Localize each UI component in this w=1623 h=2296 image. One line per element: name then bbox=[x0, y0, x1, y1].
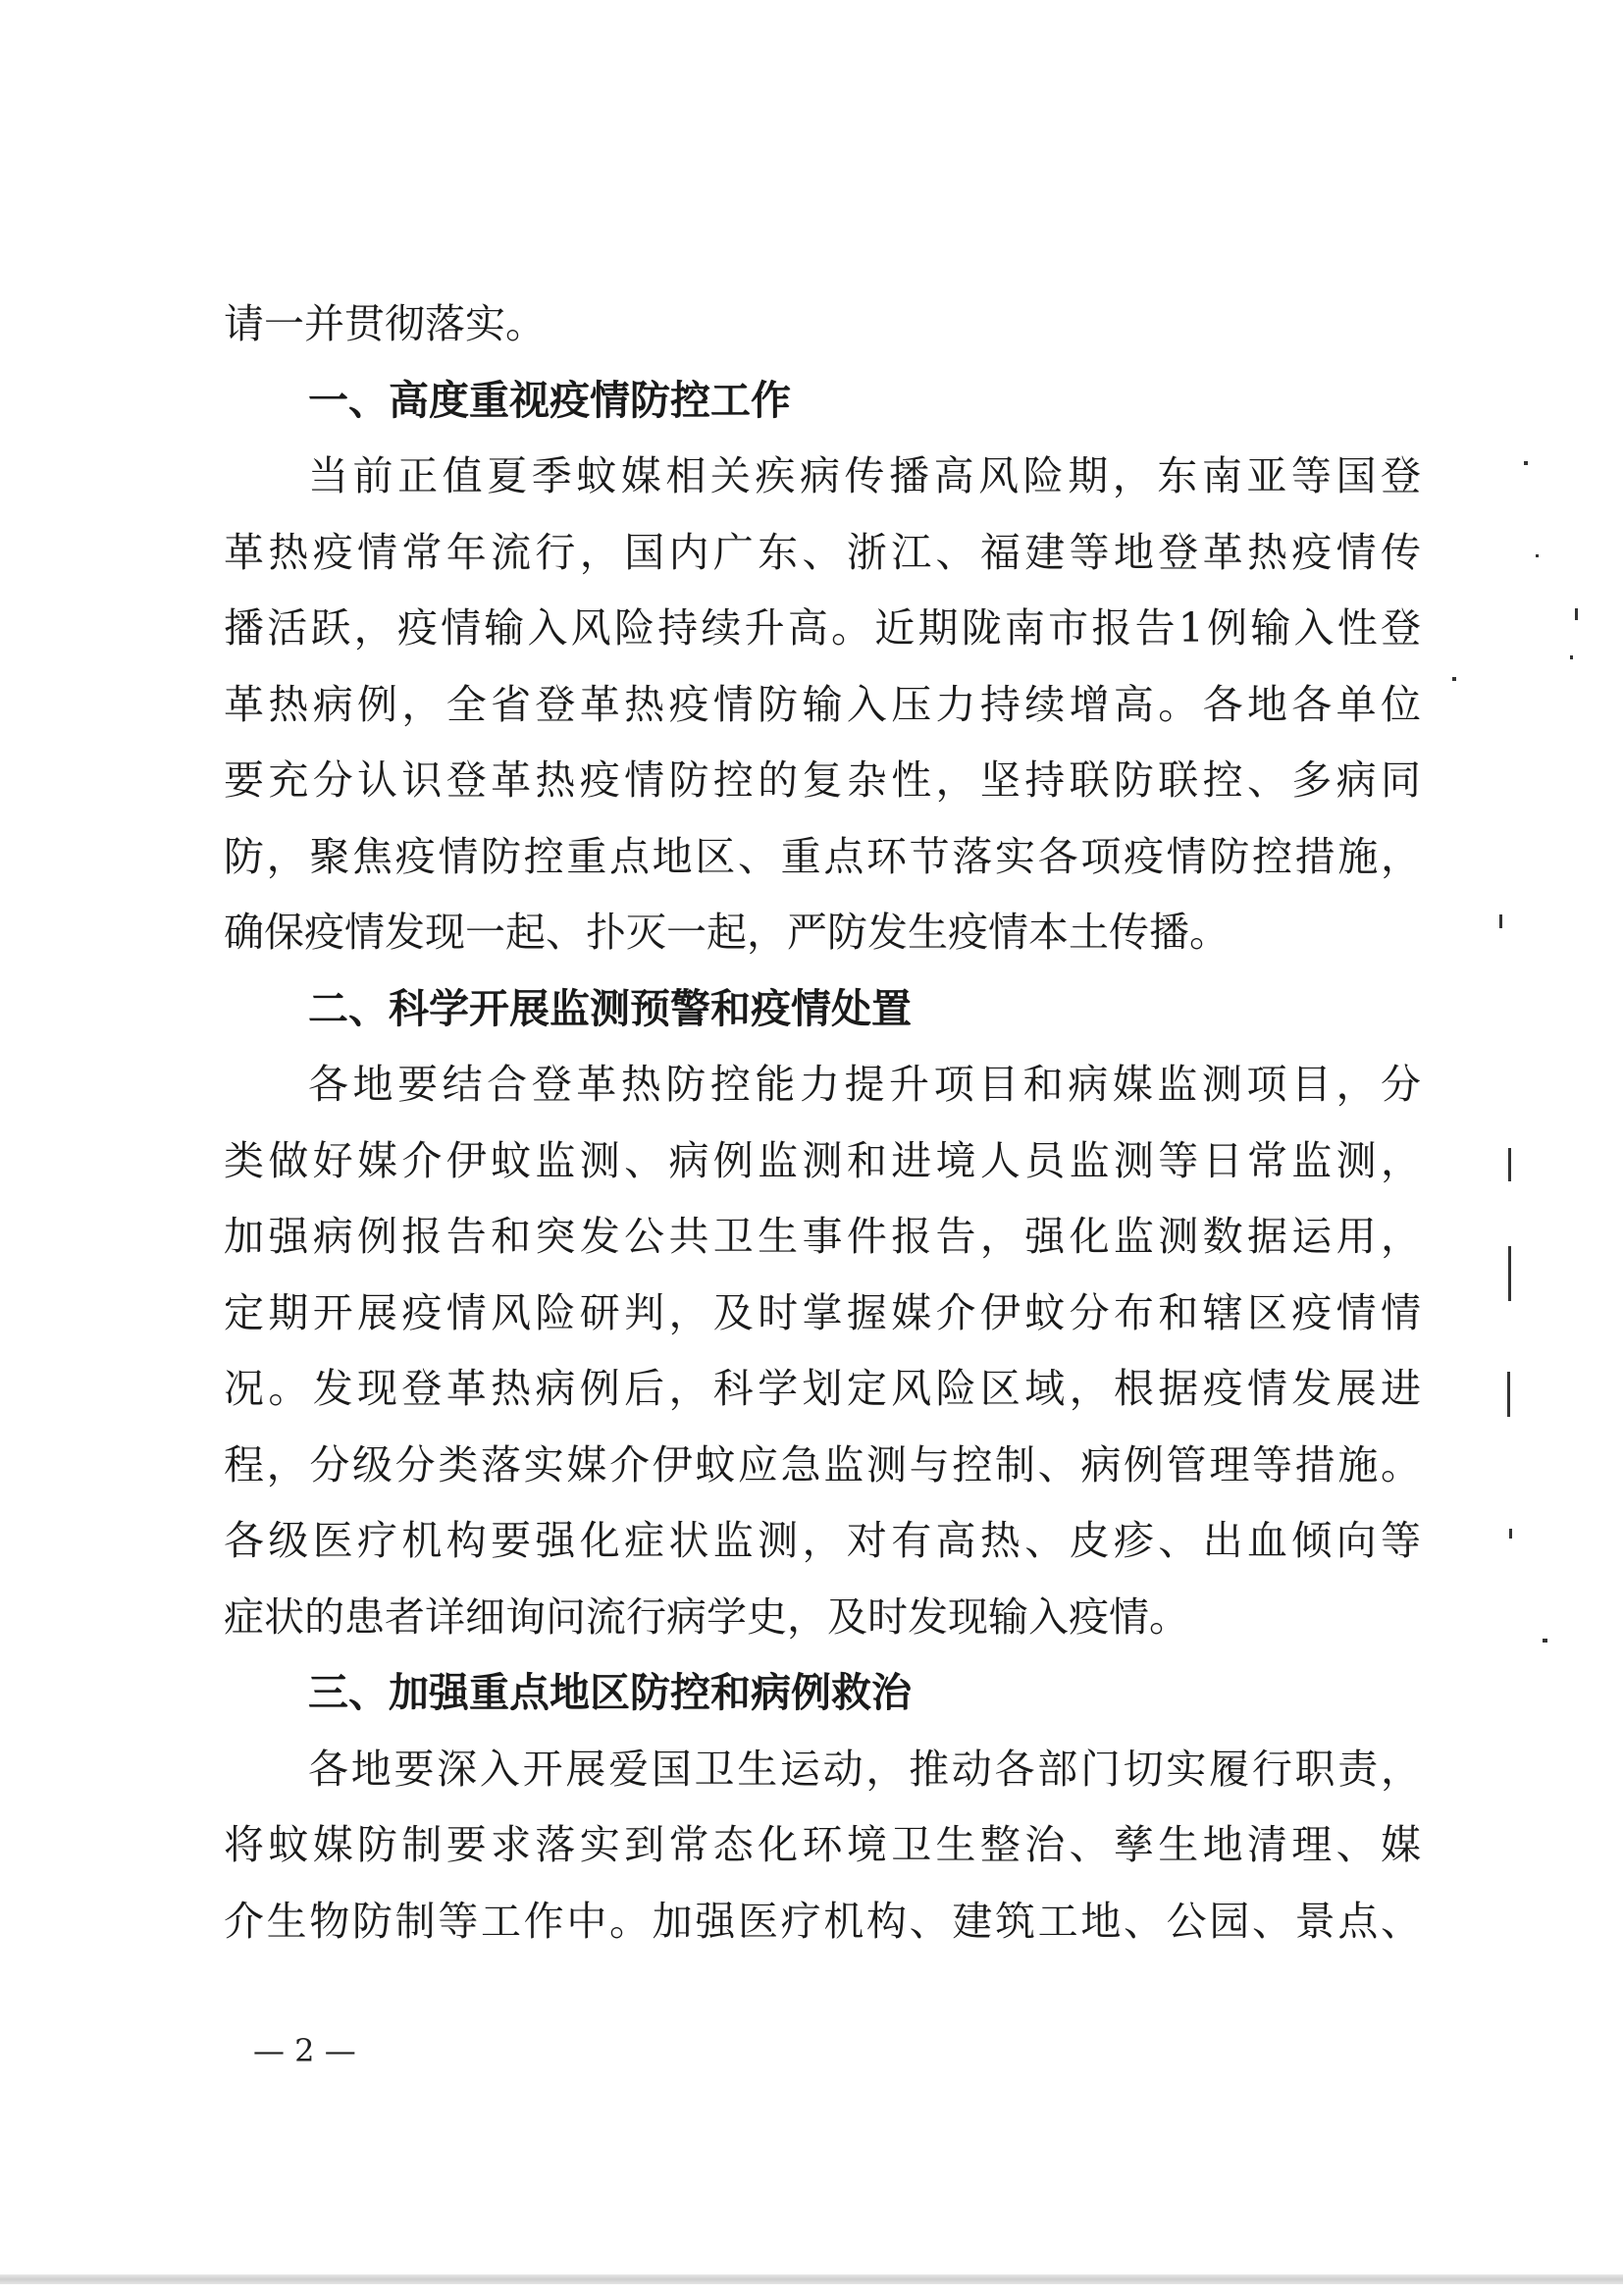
text-line: 播活跃，疫情输入风险持续升高。近期陇南市报告1例输入性登 bbox=[224, 604, 1421, 652]
text-line: 要充分认识登革热疫情防控的复杂性，坚持联防联控、多病同 bbox=[224, 757, 1421, 804]
scan-artifact bbox=[1452, 677, 1456, 681]
scan-artifact bbox=[1575, 608, 1578, 620]
text-line: 介生物防制等工作中。加强医疗机构、建筑工地、公园、景点、 bbox=[224, 1897, 1421, 1945]
text-line: 确保疫情发现一起、扑灭一起，严防发生疫情本土传播。 bbox=[224, 909, 1230, 956]
text-line: 当前正值夏季蚊媒相关疾病传播高风险期，东南亚等国登 bbox=[308, 452, 1421, 499]
text-line: 各地要结合登革热防控能力提升项目和病媒监测项目，分 bbox=[308, 1061, 1421, 1108]
scan-artifact bbox=[1570, 655, 1573, 659]
text-line: 革热病例，全省登革热疫情防输入压力持续增高。各地各单位 bbox=[224, 680, 1421, 728]
text-line: 革热疫情常年流行，国内广东、浙江、福建等地登革热疫情传 bbox=[224, 528, 1421, 576]
document-body bbox=[224, 287, 1421, 1959]
scan-artifact bbox=[1507, 1372, 1510, 1417]
page-number: — 2 — bbox=[253, 2032, 356, 2069]
text-line: 防，聚焦疫情防控重点地区、重点环节落实各项疫情防控措施， bbox=[224, 832, 1421, 880]
scan-artifact bbox=[1508, 1246, 1511, 1301]
scan-artifact bbox=[1508, 1148, 1511, 1181]
text-line: 定期开展疫情风险研判，及时掌握媒介伊蚊分布和辖区疫情情 bbox=[224, 1288, 1421, 1336]
text-line: 程，分级分类落实媒介伊蚊应急监测与控制、病例管理等措施。 bbox=[224, 1440, 1421, 1488]
scan-artifact bbox=[1509, 1529, 1512, 1539]
text-line: 请一并贯彻落实。 bbox=[224, 300, 546, 347]
section-heading-2: 二、科学开展监测预警和疫情处置 bbox=[308, 984, 912, 1032]
scan-artifact bbox=[1536, 554, 1539, 557]
text-line: 类做好媒介伊蚊监测、病例监测和进境人员监测等日常监测， bbox=[224, 1136, 1421, 1184]
scan-artifact bbox=[1543, 1639, 1547, 1643]
text-line: 加强病例报告和突发公共卫生事件报告，强化监测数据运用， bbox=[224, 1213, 1421, 1260]
scan-artifact bbox=[1524, 461, 1528, 465]
text-line: 各级医疗机构要强化症状监测，对有高热、皮疹、出血倾向等 bbox=[224, 1517, 1421, 1564]
text-line: 各地要深入开展爱国卫生运动，推动各部门切实履行职责， bbox=[308, 1745, 1421, 1793]
text-line: 症状的患者详细询问流行病学史，及时发现输入疫情。 bbox=[224, 1592, 1189, 1641]
text-line: 将蚊媒防制要求落实到常态化环境卫生整治、孳生地清理、媒 bbox=[224, 1821, 1421, 1868]
section-heading-1: 一、高度重视疫情防控工作 bbox=[308, 376, 791, 424]
scan-artifact bbox=[1499, 914, 1502, 928]
scan-bottom-edge bbox=[0, 2274, 1623, 2284]
text-line: 况。发现登革热病例后，科学划定风险区域，根据疫情发展进 bbox=[224, 1365, 1421, 1412]
section-heading-3: 三、加强重点地区防控和病例救治 bbox=[308, 1669, 912, 1716]
